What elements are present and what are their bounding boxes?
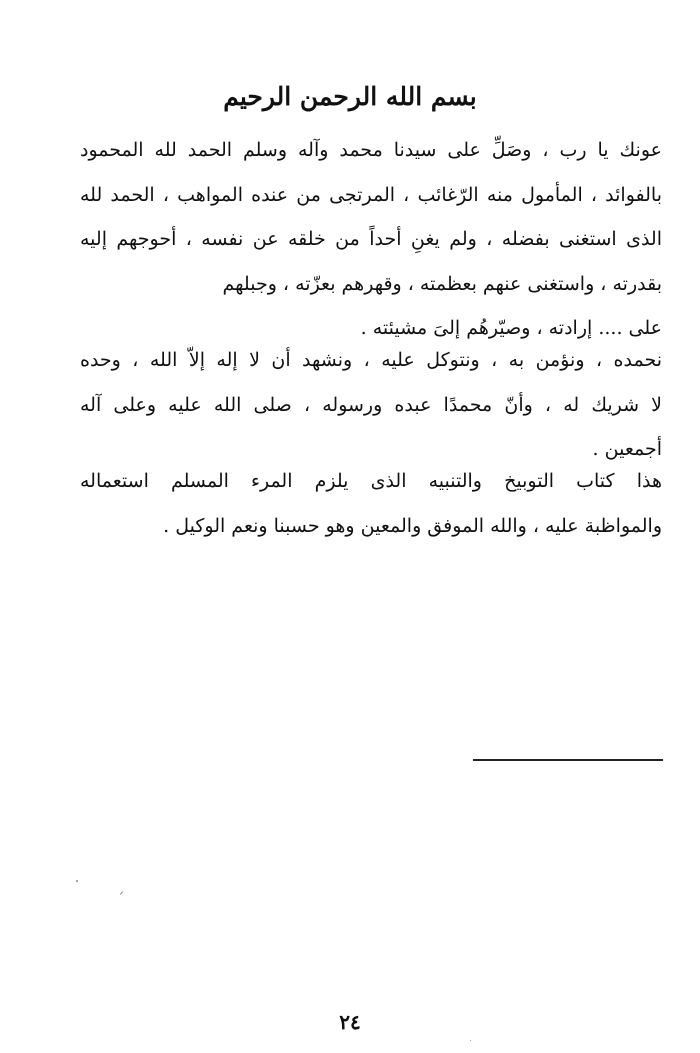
text-line: نحمده ، ونؤمن به ، ونتوكل عليه ، ونشهد أن لا إله إلاّ الله ، وحده xyxy=(80,349,662,371)
text-line: الذى استغنى بفضله ، ولم يغنِ أحداً من خلقه عن نفسه ، أحوجهم إليه xyxy=(80,228,662,250)
text-line: هذا كتاب التوبيخ والتنبيه الذى يلزم المرء المسلم استعماله xyxy=(80,470,662,492)
text-line: بالفوائد ، المأمول منه الرّغائب ، المرتجى من عنده المواهب ، الحمد لله xyxy=(80,183,662,206)
text-line: عونك يا رب ، وصَلِّ على سيدنا محمد وآله وسلم الحمد لله المحمود xyxy=(80,139,662,161)
paragraph-opening-prayer xyxy=(80,128,662,351)
paragraph-book-intro xyxy=(80,459,662,548)
paragraph-testimony xyxy=(80,338,662,472)
text-line: أجمعين . xyxy=(592,438,662,460)
text-line: بقدرته ، واستغنى عنهم بعظمته ، وقهرهم بعزّته ، وجبلهم xyxy=(222,272,662,295)
scan-speck xyxy=(470,1040,471,1041)
footnote-divider xyxy=(473,759,663,761)
text-line: والمواظبة عليه ، والله الموفق والمعين وهو حسبنا ونعم الوكيل . xyxy=(163,514,662,537)
text-line: على .... إرادته ، وصيّرهُم إلىَ مشيئته . xyxy=(360,317,662,339)
text-line: لا شريك له ، وأنّ محمدًا عبده ورسوله ، صلى الله عليه وعلى آله xyxy=(80,393,662,416)
page-number: ٢٤ xyxy=(339,1010,361,1034)
scan-speck xyxy=(120,891,123,895)
scan-speck xyxy=(76,880,78,882)
page-heading: بسم الله الرحمن الرحيم xyxy=(223,82,477,111)
